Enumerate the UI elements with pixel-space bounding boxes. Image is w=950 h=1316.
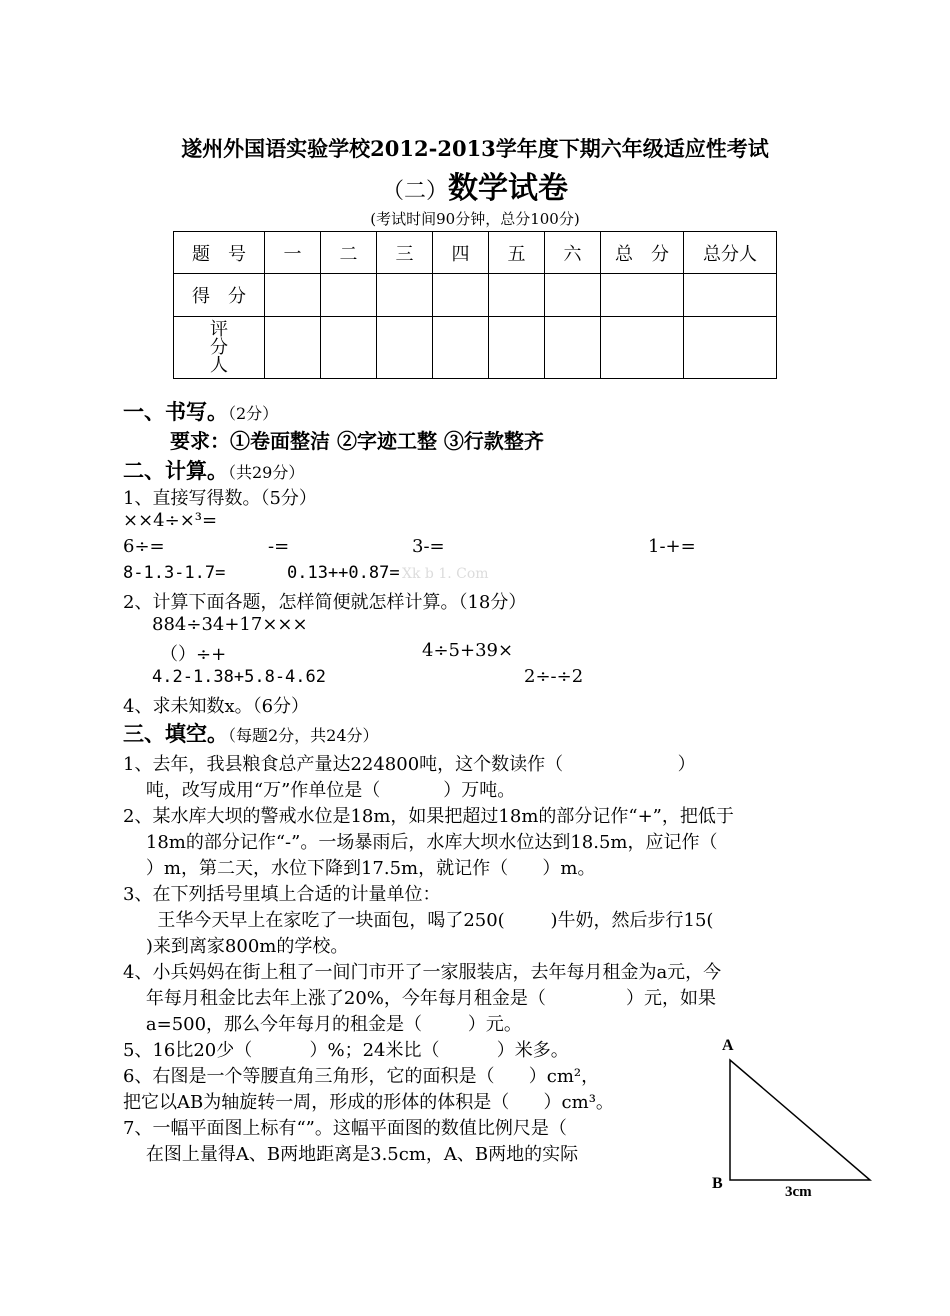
section3-note: （每题2分，共24分） [228, 726, 379, 745]
header-cell: 六 [545, 232, 601, 274]
grader-cell[interactable] [601, 317, 684, 379]
section2-heading [123, 455, 304, 485]
calc-line-1: ××4÷×³= [123, 510, 218, 531]
calc-problem: 4÷5+39× [422, 640, 514, 661]
grader-label-char: 评 [210, 318, 228, 340]
score-cell[interactable] [433, 274, 489, 317]
calc-item: -= [268, 536, 290, 557]
header-cell: 总分人 [684, 232, 777, 274]
section2-note: （共29分） [228, 463, 305, 482]
grader-row-label [174, 317, 265, 379]
score-cell[interactable] [601, 274, 684, 317]
section3-title: 三、填空。 [123, 721, 228, 746]
fill-line: 年每月租金比去年上涨了20%，今年每月租金是（ ）元，如果 [123, 988, 716, 1009]
calc-problem: （）÷+ [160, 644, 227, 665]
vertex-b-label: B [712, 1175, 723, 1192]
exam-title: 遂州外国语实验学校2012-2013学年度下期六年级适应性考试 [181, 136, 769, 161]
fill-line: 王华今天早上在家吃了一块面包，喝了250( )牛奶，然后步行15( [123, 910, 714, 931]
grader-cell[interactable] [433, 317, 489, 379]
fill-line: 7、一幅平面图上标有“”。这幅平面图的数值比例尺是（ [123, 1118, 567, 1139]
watermark: Xk b 1. Com [402, 566, 489, 582]
section1-requirement: 要求：①卷面整洁 ②字迹工整 ③行款整齐 [170, 429, 544, 453]
header-cell: 三 [377, 232, 433, 274]
section1-heading [123, 396, 278, 426]
fill-line: 18m的部分记作“-”。一场暴雨后，水库大坝水位达到18.5m，应记作（ [123, 832, 718, 853]
header-cell: 二 [321, 232, 377, 274]
grader-row [174, 317, 777, 379]
grader-label-char: 人 [210, 354, 228, 376]
calc-item: 0.13++0.87= [287, 563, 400, 583]
right-triangle [730, 1060, 870, 1180]
fill-line: 2、某水库大坝的警戒水位是18m，如果把超过18m的部分记作“+”，把低于 [123, 806, 734, 827]
triangle-figure [700, 1030, 880, 1200]
fill-line: a=500，那么今年每月的租金是（ ）元。 [123, 1014, 522, 1035]
title-main: 数学试卷 [448, 171, 568, 206]
calc-item: 1-+= [648, 536, 696, 557]
fill-line: 4、小兵妈妈在街上租了一间门市开了一家服装店，去年每月租金为a元，今 [123, 962, 722, 983]
score-cell[interactable] [545, 274, 601, 317]
fill-line: ）m，第二天，水位下降到17.5m，就记作（ ）m。 [123, 858, 596, 879]
section1-note: （2分） [228, 404, 279, 423]
section2-title: 二、计算。 [123, 458, 228, 483]
score-cell[interactable] [321, 274, 377, 317]
fill-line: 吨，改写成用“万”作单位是（ ）万吨。 [123, 780, 516, 801]
header-cell: 四 [433, 232, 489, 274]
fill-line: 1、去年，我县粮食总产量达224800吨，这个数读作（ ） [123, 754, 696, 775]
header-cell: 总 分 [601, 232, 684, 274]
fill-line: )来到离家800m的学校。 [123, 936, 349, 957]
grader-cell[interactable] [377, 317, 433, 379]
exam-time-note: (考试时间90分钟，总分100分) [370, 210, 580, 228]
fill-line: 把它以AB为轴旋转一周，形成的形体的体积是（ ）cm³。 [123, 1092, 614, 1113]
base-length-label: 3cm [785, 1184, 812, 1200]
title-prefix: （二） [381, 179, 448, 204]
calc-problem: 2÷-÷2 [524, 666, 584, 687]
score-table-header-row [174, 232, 777, 274]
calc-item: 3-= [412, 536, 445, 557]
exam-subject-title [0, 163, 950, 207]
score-cell[interactable] [684, 274, 777, 317]
q4-prompt: 4、求未知数x。（6分） [123, 696, 310, 717]
score-row [174, 274, 777, 317]
calc-item: 6÷= [123, 536, 165, 557]
calc-problem: 4.2-1.38+5.8-4.62 [152, 667, 326, 687]
score-cell[interactable] [377, 274, 433, 317]
grader-cell[interactable] [684, 317, 777, 379]
grader-label-char: 分 [210, 336, 228, 358]
header-cell: 五 [489, 232, 545, 274]
score-cell[interactable] [265, 274, 321, 317]
q2-prompt: 2、计算下面各题，怎样简便就怎样计算。（18分） [123, 592, 527, 613]
grader-cell[interactable] [265, 317, 321, 379]
grader-cell[interactable] [545, 317, 601, 379]
header-cell: 题 号 [174, 232, 265, 274]
fill-line: 6、右图是一个等腰直角三角形，它的面积是（ ）cm²， [123, 1066, 600, 1087]
vertex-a-label: A [722, 1037, 734, 1054]
fill-line: 3、在下列括号里填上合适的计量单位： [123, 884, 441, 905]
section1-title: 一、书写。 [123, 399, 228, 424]
grader-cell[interactable] [489, 317, 545, 379]
score-cell[interactable] [489, 274, 545, 317]
fill-line: 在图上量得A、B两地距离是3.5cm，A、B两地的实际 [123, 1144, 579, 1165]
calc-item: 8-1.3-1.7= [123, 563, 226, 583]
calc-problem: 884÷34+17××× [152, 614, 308, 635]
section3-heading [123, 718, 379, 748]
fill-line: 5、16比20少（ ）%；24米比（ ）米多。 [123, 1040, 569, 1061]
grader-cell[interactable] [321, 317, 377, 379]
q1-prompt: 1、直接写得数。（5分） [123, 488, 317, 509]
score-table [173, 231, 777, 379]
score-row-label: 得 分 [174, 274, 265, 317]
header-cell: 一 [265, 232, 321, 274]
